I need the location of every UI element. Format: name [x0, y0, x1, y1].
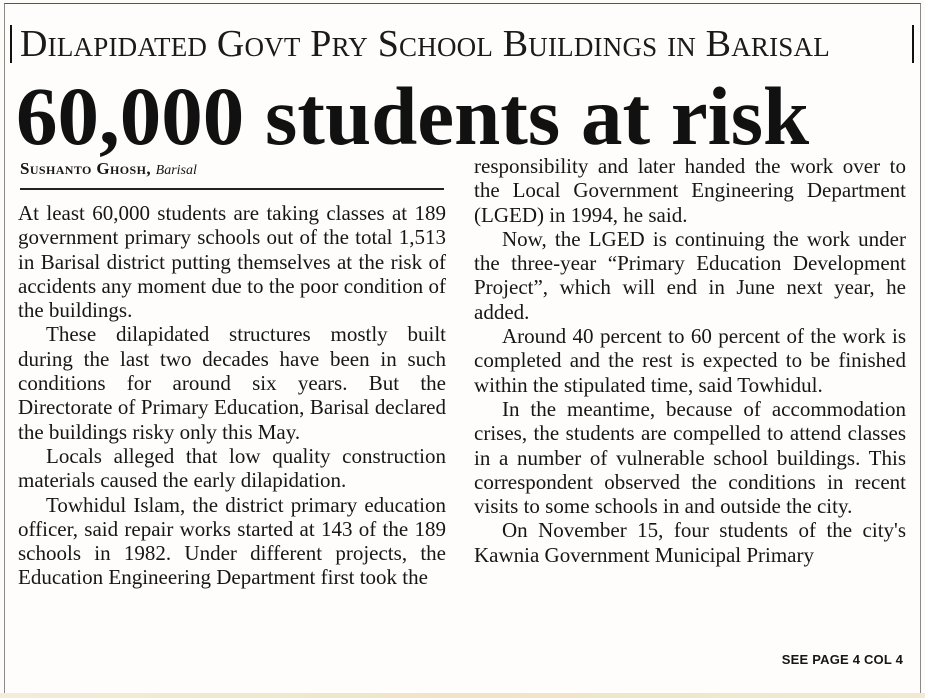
paragraph: responsibility and later handed the work over to the Local Government Engineering Department (LGED) in 1994, he said.: [474, 154, 906, 227]
paragraph: Around 40 percent to 60 percent of the work is completed and the rest is expected to be finished within the stipulated time, said Towhidul.: [474, 324, 906, 397]
paragraph: Locals alleged that low quality construction materials caused the early dilapidation.: [18, 443, 446, 493]
paragraph: In the meantime, because of accommodation crises, the students are compelled to attend classes in a number of vulnerable school buildings. This correspondent observed the conditions in recent visits to some schools in and outside the city.: [474, 396, 906, 519]
paragraph: Now, the LGED is continuing the work under the three-year “Primary Education Development Project”, which will end in June next year, he added.: [474, 226, 906, 324]
paragraph: These dilapidated structures mostly built during the last two decades have been in such conditions for around six years. But the Directorate of Primary Education, Barisal declared the buildings risky only this May.: [18, 322, 446, 444]
byline: [20, 159, 197, 179]
kicker-heading: Dilapidated Govt Pry School Buildings in Barisal: [20, 23, 830, 65]
page-edge-strip: [0, 693, 925, 698]
byline-location: Barisal: [155, 163, 197, 178]
byline-rule: [20, 188, 444, 190]
paragraph: Towhidul Islam, the district primary education officer, said repair works started at 143 of the 189 schools in 1982. Under different projects, the Education Engineering Department first took the: [18, 492, 446, 590]
article-column-2: [474, 154, 906, 567]
continuation-note: SEE PAGE 4 COL 4: [781, 652, 903, 667]
kicker-right-rule: [912, 25, 914, 63]
paragraph: On November 15, four students of the city's Kawnia Government Municipal Primary: [474, 518, 906, 567]
byline-author: Sushanto Ghosh,: [20, 159, 151, 178]
article-column-1: [18, 201, 446, 590]
paragraph: At least 60,000 students are taking classes at 189 government primary schools out of the total 1,513 in Barisal district putting themselves at the risk of accidents any moment due to the poor condition of the buildings.: [18, 201, 446, 323]
headline: 60,000 students at risk: [16, 70, 810, 162]
kicker-left-rule: [10, 25, 12, 63]
